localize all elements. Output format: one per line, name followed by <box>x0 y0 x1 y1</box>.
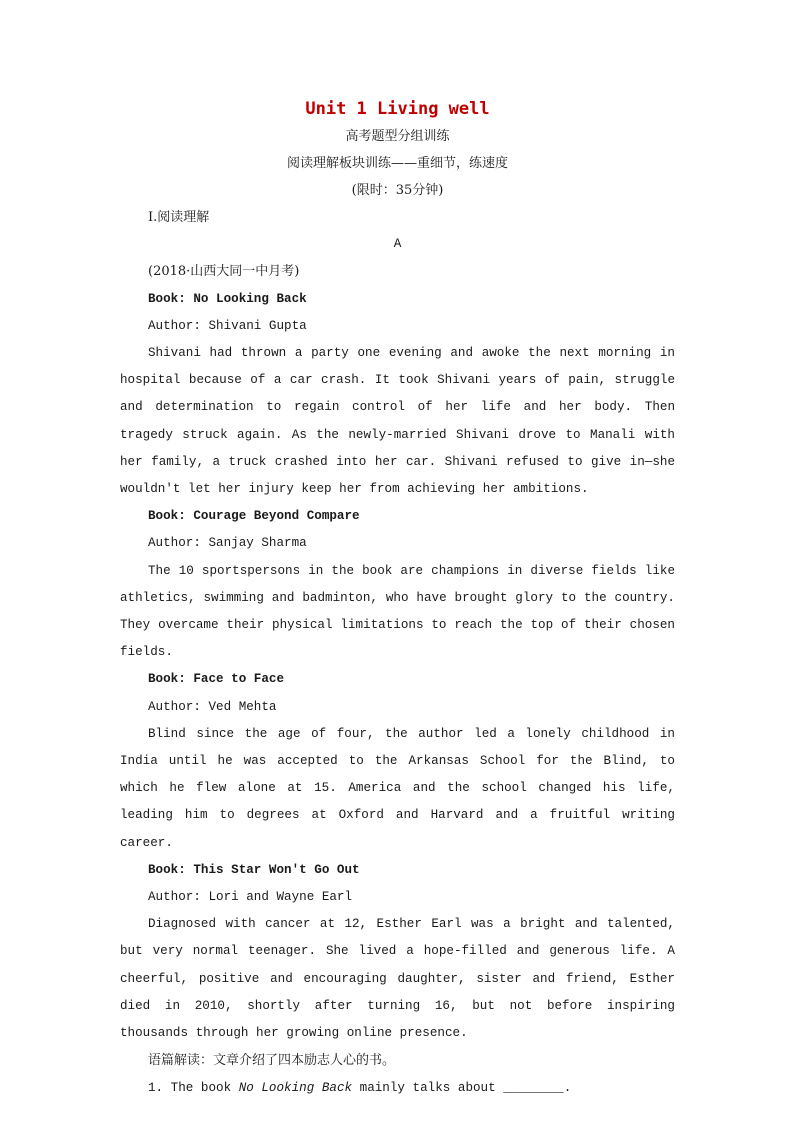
document-page <box>120 95 675 1102</box>
book-description: The 10 sportspersons in the book are champions in diverse fields like athletics, swimming and badminton, who have brought glory to the country. They overcame their physical limitations to reach the top of their chosen fields. <box>120 563 675 660</box>
passage-letter: A <box>393 237 402 252</box>
unit-title: Unit 1 Living well <box>305 99 490 119</box>
question-1 <box>120 1075 675 1102</box>
book-entry <box>120 666 675 856</box>
exam-subtitle: 高考题型分组训练 <box>345 129 450 144</box>
book-description: Shivani had thrown a party one evening and awoke the next morning in hospital because of a car crash. It took Shivani years of pain, struggle and determination to regain control of her life and her body. Then tragedy struck again. As the newly-married Shivani drove to Manali with her family, a truck crashed into her car. Shivani refused to give in—she wouldn't let her injury keep her from achieving her ambitions. <box>120 346 675 497</box>
book-title-line: Book: No Looking Back <box>148 291 307 306</box>
question-suffix: mainly talks about ________. <box>352 1080 572 1095</box>
book-entry <box>120 503 675 666</box>
book-author-line: Author: Shivani Gupta <box>148 318 307 333</box>
book-description: Blind since the age of four, the author led a lonely childhood in India until he was accepted to the Arkansas School for the Blind, to which he flew alone at 15. America and the school changed his life, leading him to degrees at Oxford and Harvard and a fruitful writing career. <box>120 726 675 850</box>
book-title-line: Book: This Star Won't Go Out <box>148 862 360 877</box>
book-entry <box>120 286 675 504</box>
section-heading: Ⅰ.阅读理解 <box>148 210 210 225</box>
book-title-line: Book: Courage Beyond Compare <box>148 509 360 524</box>
time-limit: (限时：35分钟) <box>351 183 444 198</box>
training-subtitle: 阅读理解板块训练——重细节，练速度 <box>286 156 508 171</box>
book-author-line: Author: Ved Mehta <box>148 699 277 714</box>
passage-source: (2018·山西大同一中月考) <box>148 264 300 280</box>
book-author-line: Author: Sanjay Sharma <box>148 536 307 551</box>
book-entry <box>120 857 675 1047</box>
book-title-line: Book: Face to Face <box>148 672 285 687</box>
passage-analysis: 语篇解读：文章介绍了四本励志人心的书。 <box>148 1053 396 1069</box>
question-book-title: No Looking Back <box>238 1080 353 1095</box>
question-prefix: 1. The book <box>148 1080 239 1095</box>
book-author-line: Author: Lori and Wayne Earl <box>148 890 353 905</box>
book-description: Diagnosed with cancer at 12, Esther Earl was a bright and talented, but very normal teenager. She lived a hope-filled and generous life. A cheerful, positive and encouraging daughter, sister and friend, Esther died in 2010, shortly after turning 16, but not before inspiring thousands through her growing online presence. <box>120 917 675 1041</box>
